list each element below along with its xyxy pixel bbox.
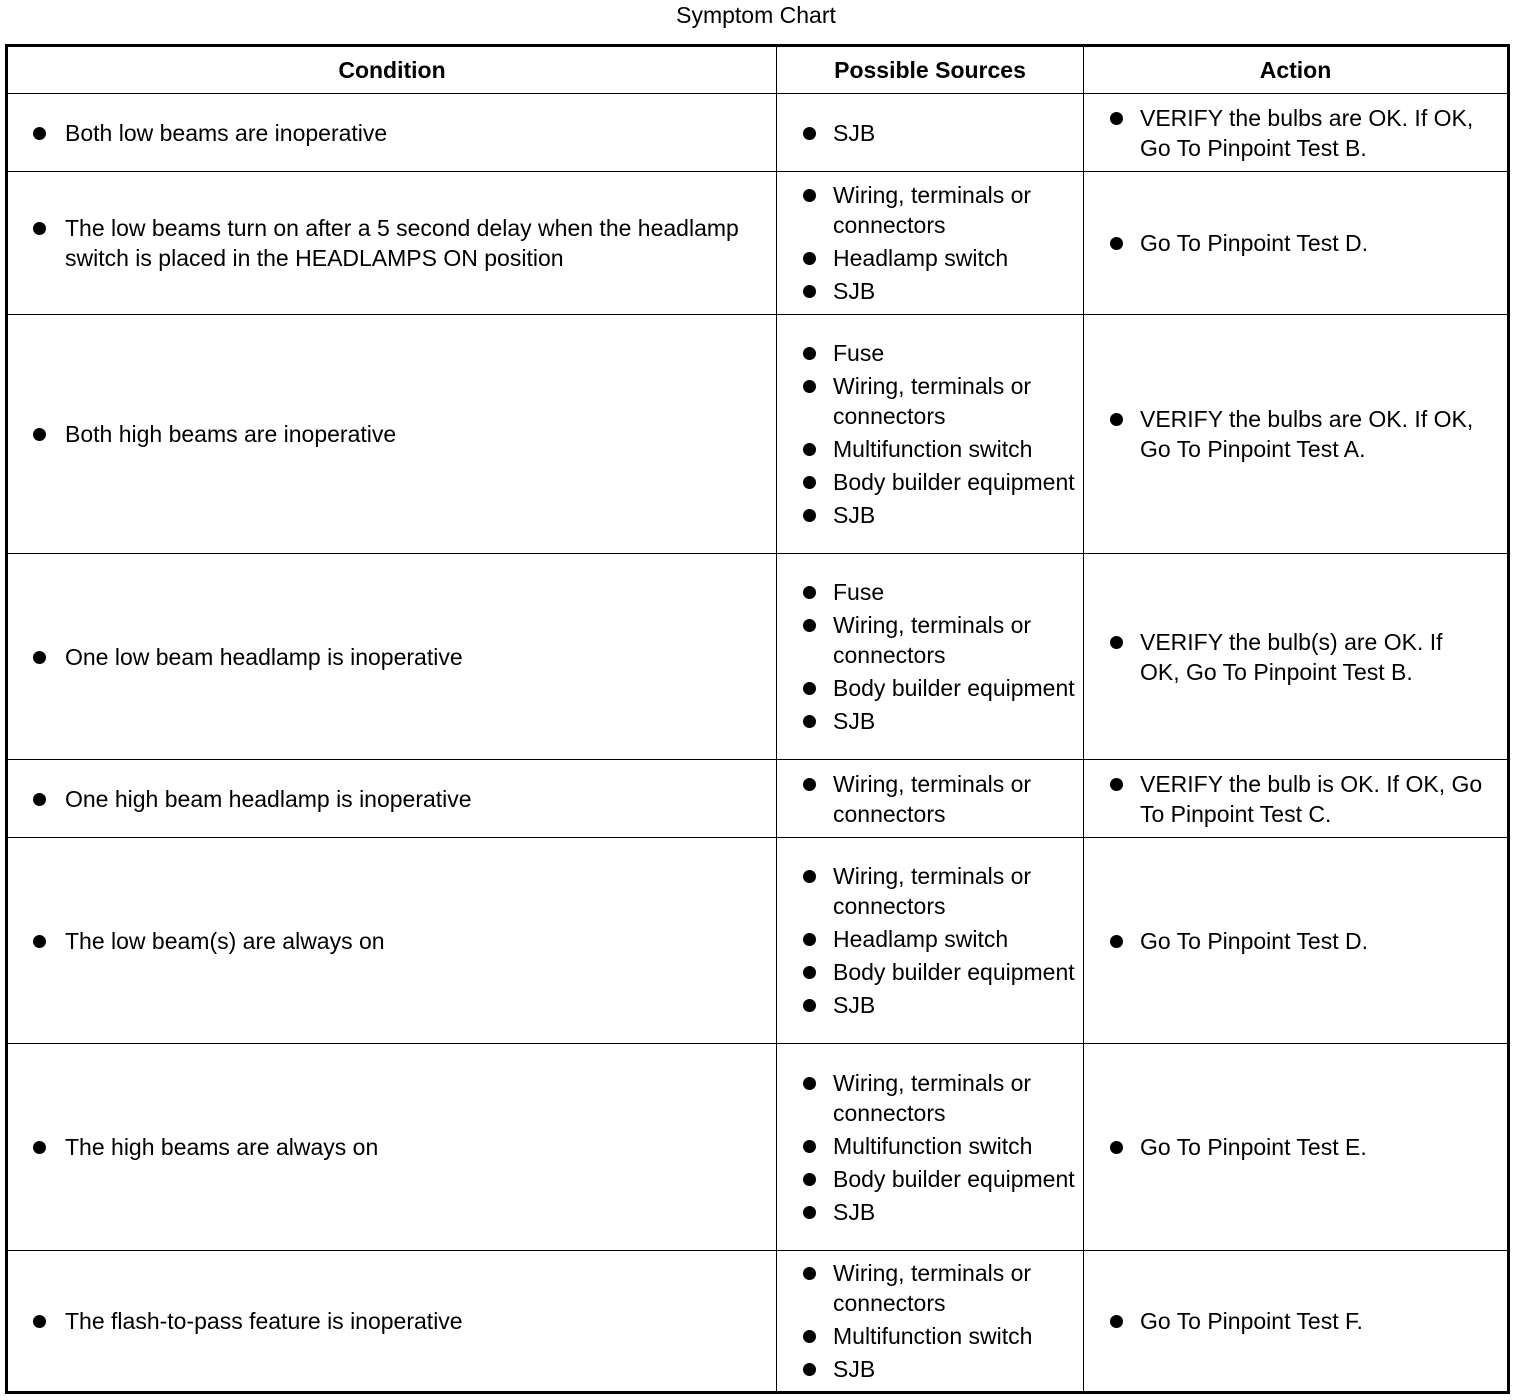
sources-cell: [777, 554, 1084, 760]
source-item: Body builder equipment: [777, 957, 1083, 987]
sources-list: [777, 1068, 1083, 1227]
source-item: Multifunction switch: [777, 1131, 1083, 1161]
sources-cell: [777, 1251, 1084, 1393]
source-item: Fuse: [777, 338, 1083, 368]
action-list: [1084, 103, 1507, 163]
source-item: Wiring, terminals or connectors: [777, 180, 1083, 240]
sources-cell: [777, 760, 1084, 838]
source-item: Headlamp switch: [777, 243, 1083, 273]
sources-cell: [777, 315, 1084, 554]
action-item: VERIFY the bulb is OK. If OK, Go To Pinpoint Test C.: [1084, 769, 1507, 829]
condition-item: Both low beams are inoperative: [8, 118, 776, 148]
condition-cell: [7, 172, 777, 315]
sources-list: [777, 577, 1083, 736]
action-cell: [1084, 1251, 1509, 1393]
sources-cell: [777, 1044, 1084, 1251]
action-item: VERIFY the bulbs are OK. If OK, Go To Pinpoint Test A.: [1084, 404, 1507, 464]
action-cell: [1084, 94, 1509, 172]
action-list: [1084, 1132, 1507, 1162]
source-item: Multifunction switch: [777, 1321, 1083, 1351]
condition-item: Both high beams are inoperative: [8, 419, 776, 449]
action-item: Go To Pinpoint Test E.: [1084, 1132, 1507, 1162]
sources-list: [777, 1258, 1083, 1384]
condition-list: [8, 419, 776, 449]
source-item: Body builder equipment: [777, 467, 1083, 497]
condition-list: [8, 926, 776, 956]
condition-cell: [7, 315, 777, 554]
source-item: Body builder equipment: [777, 673, 1083, 703]
condition-column-header: Condition: [7, 46, 777, 94]
condition-list: [8, 118, 776, 148]
source-item: Fuse: [777, 577, 1083, 607]
sources-list: [777, 180, 1083, 306]
action-cell: [1084, 760, 1509, 838]
condition-cell: [7, 760, 777, 838]
condition-cell: [7, 554, 777, 760]
table-row: [7, 1251, 1509, 1393]
condition-item: One high beam headlamp is inoperative: [8, 784, 776, 814]
action-cell: [1084, 315, 1509, 554]
action-list: [1084, 1306, 1507, 1336]
page-title: Symptom Chart: [676, 2, 836, 28]
sources-list: [777, 118, 1083, 148]
action-column-header: Action: [1084, 46, 1509, 94]
sources-cell: [777, 838, 1084, 1044]
source-item: SJB: [777, 1197, 1083, 1227]
source-item: SJB: [777, 276, 1083, 306]
action-cell: [1084, 172, 1509, 315]
condition-item: The high beams are always on: [8, 1132, 776, 1162]
action-cell: [1084, 1044, 1509, 1251]
action-item: Go To Pinpoint Test D.: [1084, 228, 1507, 258]
condition-item: The low beams turn on after a 5 second delay when the headlamp switch is placed in the HEADLAMPS ON position: [8, 213, 776, 273]
action-cell: [1084, 554, 1509, 760]
sources-cell: [777, 172, 1084, 315]
sources-list: [777, 861, 1083, 1020]
condition-list: [8, 1306, 776, 1336]
condition-list: [8, 213, 776, 273]
possible-sources-column-header: Possible Sources: [777, 46, 1084, 94]
table-header-row: [7, 46, 1509, 94]
source-item: Wiring, terminals or connectors: [777, 861, 1083, 921]
source-item: Wiring, terminals or connectors: [777, 1258, 1083, 1318]
table-row: [7, 760, 1509, 838]
source-item: SJB: [777, 706, 1083, 736]
table-row: [7, 838, 1509, 1044]
condition-item: The low beam(s) are always on: [8, 926, 776, 956]
sources-list: [777, 338, 1083, 530]
source-item: SJB: [777, 118, 1083, 148]
action-list: [1084, 627, 1507, 687]
source-item: Multifunction switch: [777, 434, 1083, 464]
condition-list: [8, 1132, 776, 1162]
action-list: [1084, 404, 1507, 464]
action-item: Go To Pinpoint Test F.: [1084, 1306, 1507, 1336]
source-item: SJB: [777, 500, 1083, 530]
condition-item: One low beam headlamp is inoperative: [8, 642, 776, 672]
action-list: [1084, 769, 1507, 829]
condition-cell: [7, 1044, 777, 1251]
source-item: Body builder equipment: [777, 1164, 1083, 1194]
source-item: Wiring, terminals or connectors: [777, 769, 1083, 829]
condition-item: The flash-to-pass feature is inoperative: [8, 1306, 776, 1336]
source-item: Wiring, terminals or connectors: [777, 1068, 1083, 1128]
source-item: SJB: [777, 1354, 1083, 1384]
symptom-table: [5, 44, 1510, 1394]
sources-list: [777, 769, 1083, 829]
source-item: Wiring, terminals or connectors: [777, 371, 1083, 431]
action-item: Go To Pinpoint Test D.: [1084, 926, 1507, 956]
action-item: VERIFY the bulb(s) are OK. If OK, Go To Pinpoint Test B.: [1084, 627, 1507, 687]
action-item: VERIFY the bulbs are OK. If OK, Go To Pinpoint Test B.: [1084, 103, 1507, 163]
table-row: [7, 1044, 1509, 1251]
action-cell: [1084, 838, 1509, 1044]
condition-cell: [7, 94, 777, 172]
action-list: [1084, 228, 1507, 258]
table-row: [7, 94, 1509, 172]
source-item: Headlamp switch: [777, 924, 1083, 954]
condition-cell: [7, 838, 777, 1044]
table-row: [7, 172, 1509, 315]
table-row: [7, 554, 1509, 760]
source-item: SJB: [777, 990, 1083, 1020]
sources-cell: [777, 94, 1084, 172]
table-row: [7, 315, 1509, 554]
condition-list: [8, 784, 776, 814]
condition-list: [8, 642, 776, 672]
action-list: [1084, 926, 1507, 956]
source-item: Wiring, terminals or connectors: [777, 610, 1083, 670]
condition-cell: [7, 1251, 777, 1393]
